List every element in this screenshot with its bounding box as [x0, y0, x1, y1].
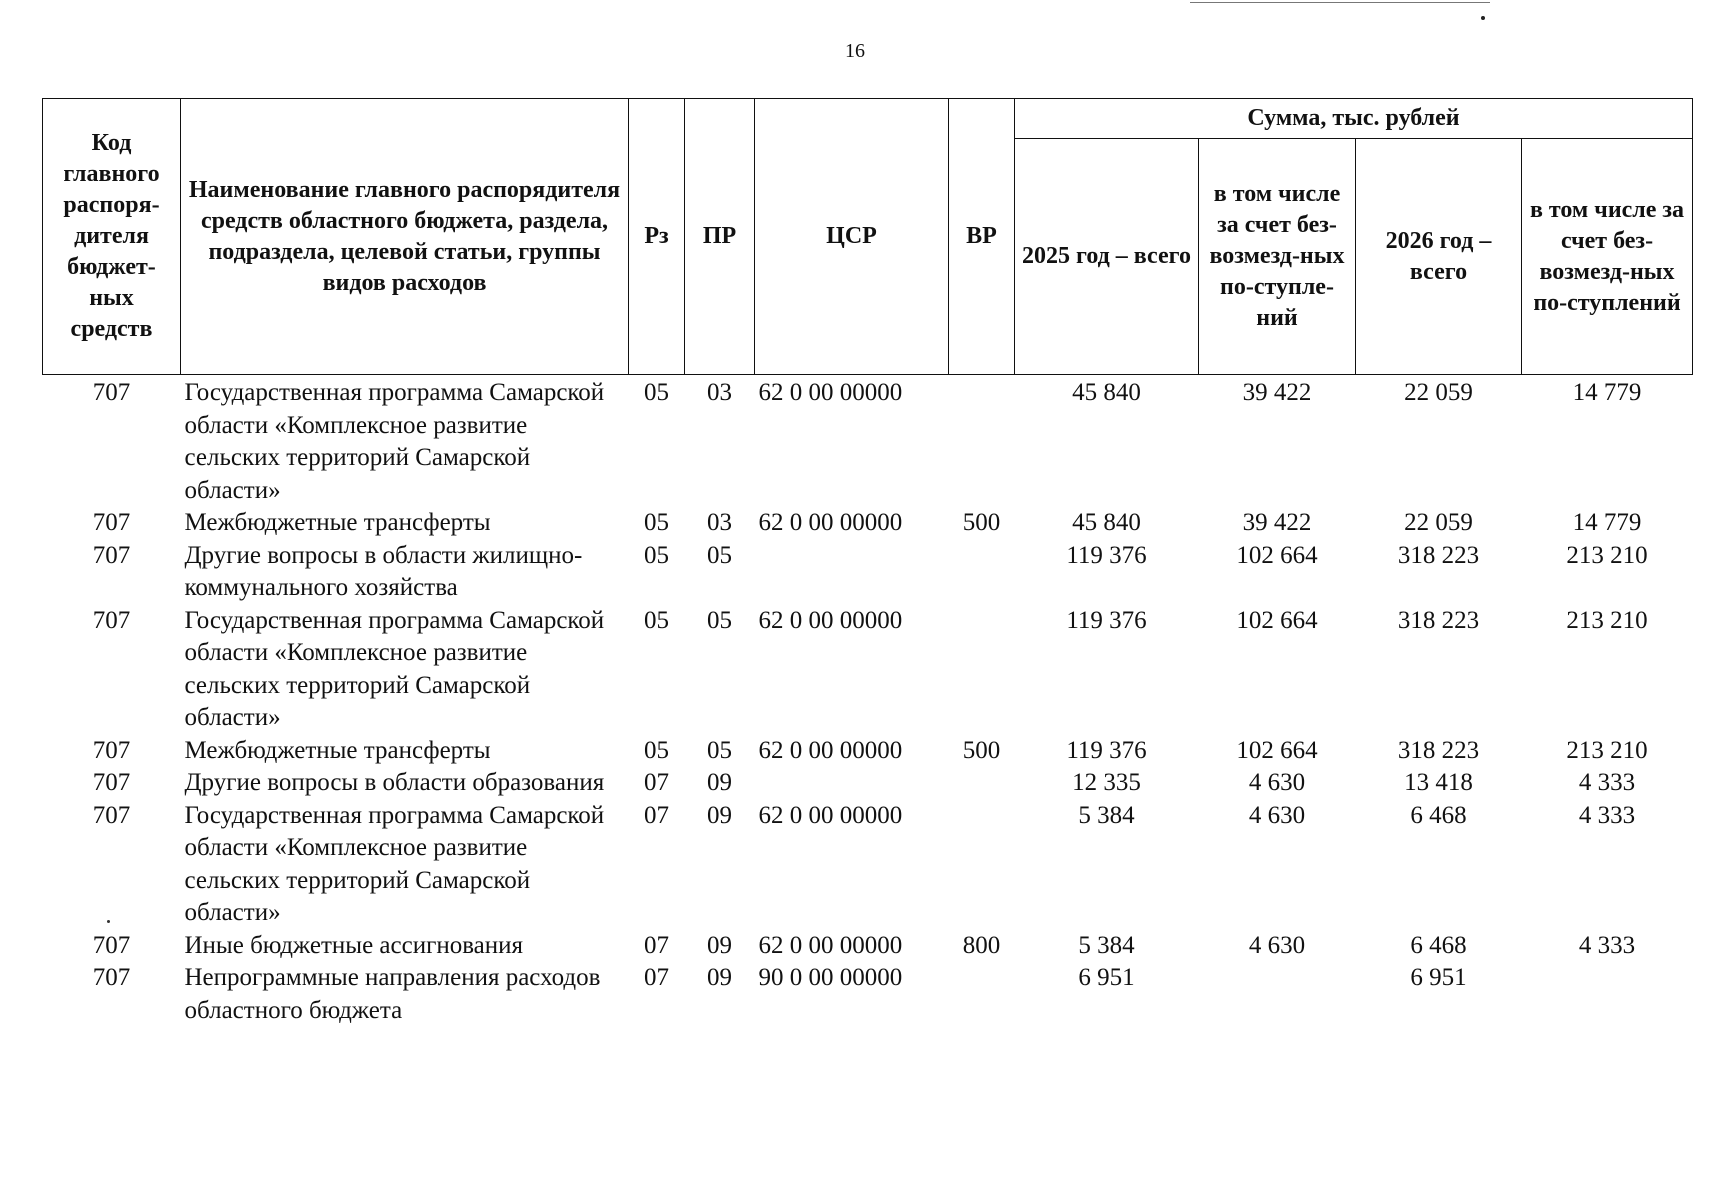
cell-pr: 03: [707, 379, 732, 406]
cell-2026-free: 213 210: [1566, 736, 1648, 764]
cell-name: Межбюджетные трансферты: [184, 736, 491, 764]
header-csr: ЦСР: [755, 99, 949, 375]
cell-2026-total: 6 951: [1410, 964, 1467, 991]
cell-name: Государственная программа Самарской области «Комплексное развитие сельских территорий Самарской области»: [184, 801, 605, 926]
table-row: [43, 962, 1693, 1027]
header-2026-total: 2026 год – всего: [1356, 139, 1522, 375]
cell-vr: [949, 540, 1015, 605]
cell-rz: 05: [644, 379, 669, 406]
cell-2025-total: 119 376: [1066, 736, 1147, 764]
cell-code: 707: [92, 541, 131, 569]
cell-rz: 05: [644, 736, 669, 764]
cell-vr: 500: [962, 736, 1001, 764]
header-code: Код главного распоря-дителя бюджет-ных средств: [43, 99, 181, 375]
cell-name: Государственная программа Самарской области «Комплексное развитие сельских территорий Самарской области»: [184, 606, 605, 731]
cell-csr: 62 0 00 00000: [758, 379, 903, 406]
table-row: [43, 605, 1693, 735]
cell-code: 707: [92, 379, 131, 406]
table-row: [43, 930, 1693, 963]
cell-pr: 09: [707, 931, 732, 959]
cell-code: 707: [92, 801, 131, 829]
cell-2026-free: 213 210: [1566, 606, 1648, 634]
cell-2026-free: 213 210: [1566, 541, 1648, 569]
cell-pr: 09: [707, 801, 732, 829]
cell-2025-free: [1199, 962, 1356, 1027]
table-row: [43, 375, 1693, 508]
cell-2026-free: 4 333: [1578, 769, 1636, 796]
table-row: [43, 735, 1693, 768]
cell-2025-free: 39 422: [1242, 509, 1312, 536]
cell-2026-free: 4 333: [1578, 931, 1636, 959]
cell-vr: 800: [962, 931, 1001, 959]
cell-rz: 05: [644, 541, 669, 569]
cell-rz: 05: [644, 509, 669, 536]
header-sum-group: Сумма, тыс. рублей: [1015, 99, 1693, 139]
cell-csr: 90 0 00 00000: [758, 964, 903, 991]
cell-2026-total: 318 223: [1397, 606, 1480, 634]
table-row: [43, 800, 1693, 930]
cell-pr: 03: [707, 509, 732, 536]
cell-rz: 07: [644, 931, 669, 959]
table-row: [43, 540, 1693, 605]
header-vr: ВР: [949, 99, 1015, 375]
cell-name: Непрограммные направления расходов областного бюджета: [184, 964, 601, 1024]
cell-2026-free: [1522, 962, 1693, 1027]
cell-vr: [949, 767, 1015, 800]
cell-2025-total: 119 376: [1066, 606, 1147, 634]
cell-csr: [755, 767, 949, 800]
cell-code: 707: [92, 606, 131, 634]
cell-name: Другие вопросы в области жилищно-коммунального хозяйства: [184, 541, 583, 601]
cell-2025-free: 102 664: [1236, 606, 1318, 634]
cell-pr: 09: [707, 964, 732, 991]
cell-vr: [949, 375, 1015, 508]
cell-code: 707: [92, 931, 131, 959]
table-row: [43, 767, 1693, 800]
cell-2026-total: 22 059: [1404, 379, 1473, 406]
table-body: [43, 375, 1693, 1028]
cell-vr: [949, 962, 1015, 1027]
cell-rz: 07: [644, 964, 669, 991]
cell-vr: 500: [962, 509, 1001, 536]
cell-vr: [949, 800, 1015, 930]
cell-name: Государственная программа Самарской области «Комплексное развитие сельских территорий Самарской области»: [184, 379, 605, 504]
cell-name: Иные бюджетные ассигнования: [184, 931, 524, 959]
page-number: 16: [845, 40, 865, 62]
cell-pr: 05: [707, 606, 732, 634]
header-name: Наименование главного распорядителя средств областного бюджета, раздела, подраздела, целевой статьи, группы видов расходов: [181, 99, 629, 375]
cell-2025-free: 4 630: [1248, 769, 1306, 796]
cell-2025-total: 12 335: [1072, 769, 1141, 796]
cell-2026-total: 318 223: [1397, 736, 1480, 764]
cell-2026-total: 6 468: [1410, 931, 1467, 959]
header-2025-free: в том числе за счет без-возмезд-ных по-ступле-ний: [1199, 139, 1356, 375]
cell-2025-total: 5 384: [1078, 801, 1135, 829]
cell-2025-total: 45 840: [1072, 379, 1141, 406]
cell-2025-total: 6 951: [1078, 964, 1135, 991]
header-pr: ПР: [685, 99, 755, 375]
cell-2026-total: 318 223: [1397, 541, 1480, 569]
cell-2026-free: 4 333: [1578, 801, 1636, 829]
budget-table: [42, 98, 1693, 1027]
cell-2026-total: 13 418: [1404, 769, 1473, 796]
scan-artifact-dot: [1481, 16, 1485, 20]
cell-name: Межбюджетные трансферты: [184, 509, 491, 536]
cell-csr: 62 0 00 00000: [758, 801, 903, 829]
cell-csr: 62 0 00 00000: [758, 931, 903, 959]
cell-2025-total: 45 840: [1072, 509, 1141, 536]
cell-code: 707: [92, 964, 131, 991]
cell-code: 707: [92, 509, 131, 536]
cell-pr: 05: [707, 541, 732, 569]
cell-vr: [949, 605, 1015, 735]
cell-name: Другие вопросы в области образования: [184, 769, 605, 796]
cell-csr: 62 0 00 00000: [758, 606, 903, 634]
cell-2026-total: 6 468: [1410, 801, 1467, 829]
scan-artifact-line: [1190, 2, 1490, 3]
cell-2025-free: 39 422: [1242, 379, 1312, 406]
cell-pr: 09: [707, 769, 732, 796]
table-row: [43, 507, 1693, 540]
cell-2025-total: 5 384: [1078, 931, 1135, 959]
cell-csr: 62 0 00 00000: [758, 509, 903, 536]
cell-csr: [755, 540, 949, 605]
cell-2025-free: 4 630: [1248, 801, 1306, 829]
cell-2025-free: 4 630: [1248, 931, 1306, 959]
cell-pr: 05: [707, 736, 732, 764]
cell-2025-free: 102 664: [1236, 736, 1318, 764]
header-2026-free: в том числе за счет без-возмезд-ных по-ступлений: [1522, 139, 1693, 375]
cell-2026-free: 14 779: [1572, 509, 1642, 536]
cell-2026-total: 22 059: [1404, 509, 1473, 536]
cell-csr: 62 0 00 00000: [758, 736, 903, 764]
cell-code: 707: [92, 769, 131, 796]
cell-rz: 07: [644, 769, 669, 796]
header-2025-total: 2025 год – всего: [1015, 139, 1199, 375]
cell-2025-free: 102 664: [1236, 541, 1318, 569]
header-rz: Рз: [629, 99, 685, 375]
cell-rz: 05: [644, 606, 669, 634]
cell-2025-total: 119 376: [1066, 541, 1147, 569]
cell-2026-free: 14 779: [1572, 379, 1642, 406]
cell-rz: 07: [644, 801, 669, 829]
cell-code: 707: [92, 736, 131, 764]
